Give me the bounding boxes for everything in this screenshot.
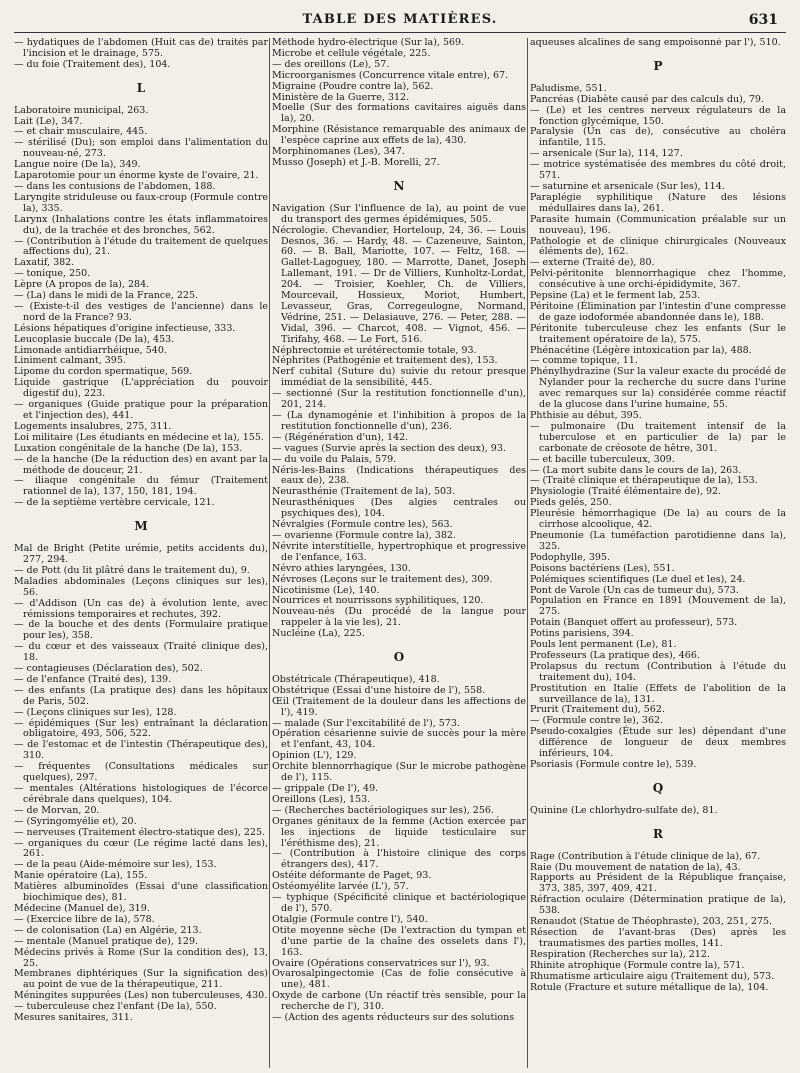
index-column-3 <box>530 38 786 1068</box>
index-entry: Médecins privés à Rome (Sur la condition des), 13, 25. <box>14 946 268 969</box>
index-entry: — nerveuses (Traitement électro-statique des), 225. <box>14 826 266 838</box>
index-entry: — fréquentes (Consultations médicales sur quelques), 297. <box>14 761 268 784</box>
index-entry: — (La) dans le midi de la France, 225. <box>14 290 199 302</box>
index-entry: Péritoine (Élimination par l'intestin d'une compresse de gaze iodoformée abandonnée dans le), 188. <box>530 300 786 323</box>
index-entry: Nouveau-nés (Du procédé de la langue pour rappeler à la vie les), 21. <box>272 606 526 629</box>
header-rule <box>14 32 786 33</box>
index-entry: Lésions hépatiques d'origine infectieuse, 333. <box>14 322 236 334</box>
index-column-1 <box>14 38 268 1068</box>
index-entry: Lipome du cordon spermatique, 569. <box>14 366 193 378</box>
index-entry: — mentale (Manuel pratique de), 129. <box>14 935 199 947</box>
index-entry: Manie opératoire (La), 155. <box>14 870 148 882</box>
index-entry: Pieds gelés, 250. <box>530 497 612 509</box>
index-entry: — (Formule contre le), 362. <box>530 715 664 727</box>
index-entry: aqueuses alcalines de sang empoisonné par l'), 510. <box>530 38 781 48</box>
index-entry: Névroses (Leçons sur le traitement des), 309. <box>272 573 493 585</box>
index-entry: Névrite interstitielle, hypertrophique et progressive de l'enfance, 163. <box>272 540 526 563</box>
index-entry: Nerf cubital (Suture du) suivie du retour presque immédiat de la sensibilité, 445. <box>272 366 526 389</box>
index-entry: Pouls lent permanent (Le), 81. <box>530 639 677 651</box>
index-entry: — d'Addison (Un cas de) à évolution lente, avec rémissions temporaires et rechutes, 392. <box>14 597 268 620</box>
index-entry: — de la bouche et des dents (Formulaire pratique pour les), 358. <box>14 619 268 642</box>
index-entry: — des oreillons (Le), 57. <box>272 58 390 70</box>
index-entry: Pseudo-coxalgies (Étude sur les) dépendant d'une différence de longueur de deux membres inférieurs, 104. <box>530 726 786 760</box>
index-entry: Nourrices et nourrissons syphilitiques, 120. <box>272 595 484 607</box>
index-entry: Phénylhydrazine (Sur la valeur exacte du procédé de Nylander pour la recherche du sucre dans l'urine avec remarques sur la) considérée comme réactif de la glucose dans l'urine humaine, 55. <box>530 366 786 411</box>
index-entry: Pancréas (Diabète causé par des calculs du), 79. <box>530 93 764 105</box>
index-entry: Rhinite atrophique (Formule contre la), 571. <box>530 959 745 971</box>
index-entry: Péritonite tuberculeuse chez les enfants (Sur le traitement opératoire de la), 575. <box>530 322 786 345</box>
index-entry: — contagieuses (Déclaration des), 502. <box>14 663 203 675</box>
index-entry: Laparotomie pour un énorme kyste de l'ovaire, 21. <box>14 170 259 182</box>
section-letter: P <box>653 58 663 73</box>
index-entry: Morphinomanes (Les), 347. <box>272 146 405 158</box>
index-entry: Lèpre (A propos de la), 284. <box>14 279 150 291</box>
index-entry: Pneumonie (La tuméfaction parotidienne dans la), 325. <box>530 529 786 552</box>
index-entry: — (Existe-t-il des vestiges de l'ancienne) dans le nord de la France? 93. <box>14 300 268 323</box>
index-column-2 <box>272 38 526 1068</box>
index-entry: — (Traité clinique et thérapeutique de la), 153. <box>530 475 758 487</box>
index-entry: — du cœur et des vaisseaux (Traité clinique des), 18. <box>14 641 268 664</box>
index-entry: — de colonisation (La) en Algérie, 213. <box>14 924 202 936</box>
index-entry: Obstétrique (Essai d'une histoire de l'), 558. <box>272 684 486 696</box>
column-divider <box>527 38 528 1068</box>
index-entry: — (Recherches bactériologiques sur les), 256. <box>272 804 494 816</box>
index-entry: — externe (Traité de), 80. <box>530 257 655 269</box>
page-number: 631 <box>748 12 778 28</box>
index-entry: Renaudot (Statue de Théophraste), 203, 251, 275. <box>530 916 773 928</box>
index-entry: — dans les contusions de l'abdomen, 188. <box>14 180 216 192</box>
running-title: TABLE DES MATIÈRES. <box>302 12 498 27</box>
index-entry: — ovarienne (Formule contre la), 382. <box>272 529 456 541</box>
index-entry: — iliaque congénitale du fémur (Traitement rationnel de la), 137, 150, 181, 194. <box>14 475 268 498</box>
index-entry: Raie (Du mouvement de natation de la), 43. <box>530 861 741 873</box>
index-entry: Limonade antidiarrhéique, 540. <box>14 344 167 356</box>
index-entry: Laboratoire municipal, 263. <box>14 104 149 116</box>
index-entry: — (Contribution à l'étude du traitement de quelques affections du), 21. <box>14 235 268 258</box>
index-entry: Otite moyenne sèche (De l'extraction du tympan et d'une partie de la chaîne des osselets dans l'), 163. <box>272 924 526 958</box>
index-entry: Musso (Joseph) et J.-B. Morelli, 27. <box>272 156 440 168</box>
index-entry: — mentales (Altérations histologiques de l'écorce cérébrale dans quelques), 104. <box>14 783 268 805</box>
index-entry: — de l'enfance (Traité des), 139. <box>14 673 172 685</box>
index-entry: Respiration (Recherches sur la), 212. <box>530 948 710 960</box>
index-entry: Logements insalubres, 275, 311. <box>14 420 172 432</box>
index-entry: — (La dynamogénie et l'inhibition à propos de la restitution fonctionnelle d'un), 236. <box>272 410 526 432</box>
section-letter: O <box>393 650 405 665</box>
index-entry: Névro athies laryngées, 130. <box>272 562 411 574</box>
index-entry: Psoriasis (Formule contre le), 539. <box>530 759 697 770</box>
index-columns <box>14 38 786 1068</box>
index-entry: Névralgies (Formule contre les), 563. <box>272 519 453 531</box>
index-entry: Œil (Traitement de la douleur dans les affections de l'), 419. <box>272 695 526 718</box>
index-entry: Réfraction oculaire (Détermination pratique de la), 538. <box>530 894 786 917</box>
index-entry: Opération césarienne suivie de succès pour la mère et l'enfant, 43, 104. <box>272 728 526 751</box>
index-entry: Ovaire (Opérations conservatrices sur l'), 93. <box>272 957 490 969</box>
index-entry: — (Régénération d'un), 142. <box>272 431 409 443</box>
index-entry: Leucoplasie buccale (De la), 453. <box>14 333 175 345</box>
index-entry: Nicotinisme (Le), 140. <box>272 584 380 596</box>
index-entry: — (La mort subite dans le cours de la), 263. <box>530 464 742 476</box>
index-entry: Méthode hydro-électrique (Sur la), 569. <box>272 38 465 48</box>
index-entry: — arsenicale (Sur la), 114, 127. <box>530 148 683 160</box>
index-entry: Neurasthénie (Traitement de la), 503. <box>272 486 456 498</box>
index-entry: Langue noire (De la), 349. <box>14 159 141 171</box>
index-entry: — pulmonaire (Du traitement intensif de la tuberculose et en particulier de la) par le carbonate de créosote de hêtre, 301. <box>530 420 786 454</box>
index-entry: — motrice systématisée des membres du côté droit, 571. <box>530 159 786 182</box>
index-entry: — (Leçons cliniques sur les), 128. <box>14 706 177 718</box>
index-entry: — (Syringomyélie et), 20. <box>14 815 137 827</box>
index-entry: Pont de Varole (Un cas de tumeur du), 573. <box>530 584 739 596</box>
section-letter: L <box>136 80 146 95</box>
index-entry: Nucléine (La), 225. <box>272 628 365 640</box>
index-entry: Paludisme, 551. <box>530 82 607 94</box>
index-entry: — malade (Sur l'excitabilité de l'), 573. <box>272 717 460 729</box>
index-entry: — et bacille tuberculeux, 309. <box>530 453 675 465</box>
index-entry: — de Pott (du lit plâtré dans le traitement du), 9. <box>14 564 250 576</box>
index-entry: — stérilisé (Du); son emploi dans l'alimentation du nouveau-né, 273. <box>14 137 268 160</box>
index-entry: Pepsine (La) et le ferment lab, 253. <box>530 290 701 302</box>
index-entry: Prolapsus du rectum (Contribution à l'étude du traitement du), 104. <box>530 660 786 683</box>
index-entry: Laxatif, 382. <box>14 257 75 269</box>
index-entry: Quinine (Le chlorhydro-sulfate de), 81. <box>530 804 718 816</box>
index-entry: — (Contribution à l'histoire clinique des corps étrangers des), 417. <box>272 848 526 871</box>
index-entry: Loi militaire (Les étudiants en médecine et la), 155. <box>14 431 264 443</box>
index-entry: — du foie (Traitement des), 104. <box>14 58 171 70</box>
index-entry: Morphine (Résistance remarquable des animaux de l'espèce caprine aux effets de la), 430. <box>272 124 526 147</box>
index-entry: Néphrites (Pathogénie et traitement des), 153. <box>272 355 498 367</box>
index-entry: Membranes diphtériques (Sur la signification des) au point de vue de la thérapeutique, 211. <box>14 968 268 991</box>
index-entry: Oxyde de carbone (Un réactif très sensible, pour la recherche de l'), 310. <box>272 990 526 1013</box>
index-entry: — de la peau (Aide-mémoire sur les), 153. <box>14 859 217 871</box>
index-entry: — vagues (Survie après la section des deux), 93. <box>272 442 506 454</box>
index-entry: Ovarosalpingectomie (Cas de folie consécutive à une), 481. <box>272 968 526 991</box>
index-entry: Liquide gastrique (L'appréciation du pouvoir digestif du), 223. <box>14 377 268 400</box>
index-entry: — sectionné (Sur la restitution fonctionnelle d'un), 201, 214. <box>272 388 526 411</box>
index-entry: — de la septième vertèbre cervicale, 121. <box>14 497 215 509</box>
index-entry: Polémiques scientifiques (Le duel et les), 24. <box>530 573 746 585</box>
index-entry: Larynx (Inhalations contre les états inflammatoires du), de la trachée et des bronches, 562. <box>14 213 268 236</box>
index-entry: Paraplégie syphilitique (Nature des lésions médullaires dans la), 261. <box>530 191 786 214</box>
section-letter: N <box>393 178 405 193</box>
index-entry: Opinion (L'), 129. <box>272 750 357 762</box>
index-entry: Potins parisiens, 394. <box>530 628 634 640</box>
index-entry: Moelle (Sur des formations cavitaires aiguës dans la), 20. <box>272 102 526 125</box>
index-entry: — grippale (De l'), 49. <box>272 783 379 794</box>
index-entry: Néris-les-Bains (Indications thérapeutiques des eaux de), 238. <box>272 464 526 487</box>
index-entry: Méningites suppurées (Les) non tuberculeuses, 430. <box>14 990 268 1002</box>
index-entry: Migraine (Poudre contre la), 562. <box>272 80 434 92</box>
index-entry: Rotule (Fracture et suture métallique de la), 104. <box>530 981 769 993</box>
index-entry: Résection de l'avant-bras (Des) après les traumatismes des parties molles, 141. <box>530 926 786 949</box>
index-entry: Pelvi-péritonite blennorrhagique chez l'homme, consécutive à une orchi-épididymite, 367. <box>530 268 786 291</box>
index-entry: Organes génitaux de la femme (Action exercée par les injections de liquide testiculaire sur l'éréthisme des), 21. <box>272 815 526 849</box>
index-entry: Orchite blennorrhagique (Sur le microbe pathogène de l'), 115. <box>272 761 526 784</box>
index-entry: Prostitution en Italie (Effets de l'abolition de la surveillance de la), 131. <box>530 682 786 705</box>
index-entry: Navigation (Sur l'influence de la), au point de vue du transport des germes épidémiques, 505. <box>272 202 526 225</box>
index-entry: Médecine (Manuel de), 319. <box>14 902 150 914</box>
column-divider <box>269 38 270 1068</box>
index-entry: — tonique, 250. <box>14 268 91 280</box>
index-entry: — et chair musculaire, 445. <box>14 126 148 138</box>
index-entry: Mesures sanitaires, 311. <box>14 1012 133 1024</box>
index-entry: Rage (Contribution à l'étude clinique de la), 67. <box>530 850 761 862</box>
index-entry: Néphrectomie et urétérectomie totale, 93. <box>272 344 477 356</box>
index-entry: Maladies abdominales (Leçons cliniques sur les), 56. <box>14 575 268 598</box>
index-entry: — hydatiques de l'abdomen (Huit cas de) traités par l'incision et le drainage, 575. <box>14 38 268 59</box>
index-entry: — du voile du Palais, 579. <box>272 453 397 465</box>
index-entry: Luxation congénitale de la hanche (De la), 153. <box>14 442 243 454</box>
index-entry: — saturnine et arsenicale (Sur les), 114. <box>530 180 725 192</box>
index-entry: — de l'estomac et de l'intestin (Thérapeutique des), 310. <box>14 739 268 762</box>
index-entry: Phénacétine (Légère intoxication par la), 488. <box>530 344 752 356</box>
index-entry: Rapports au Président de la République française, 373, 385, 397, 409, 421. <box>530 872 786 895</box>
index-entry: Phthisie au début, 395. <box>530 410 642 421</box>
page-header <box>0 0 800 32</box>
index-entry: — (Action des agents réducteurs sur des solutions <box>272 1012 515 1024</box>
index-entry: — organiques du cœur (Le régime lacté dans les), 261. <box>14 837 268 860</box>
index-entry: Lait (Le), 347. <box>14 115 83 127</box>
index-entry: Nécrologie. Chevandier, Horteloup, 24, 36. — Louis Desnos, 36. — Hardy, 48. — Cazeneuve, Sainton, 60. — B. Ball, Mariotte, 107. — Feltz, 168. — Gallet-Lagoguey, 180. — Marrotte, Danet, Joseph Lallemant, 191. — Dr de Villiers, Kunholtz-Lordat, 204. — Troisier, Koehler, Ch. de Villiers, Mourcevail, Hossieux, Moriot, Humbert, Levasseur, Gras, Corregeulogne, Normand, Védrine, 251. — Delasiauve, 276. — Peter, 288. — Vidal, 396. — Charcot, 408. — Vignot, 456. — Tirifahy, 468. — Le Fort, 516. <box>272 224 526 345</box>
section-letter: Q <box>652 780 664 795</box>
index-entry: — des enfants (La pratique des) dans les hôpitaux de Paris, 502. <box>14 684 268 707</box>
index-entry: — épidémiques (Sur les) entraînant la déclaration obligatoire, 493, 506, 522. <box>14 717 268 740</box>
index-entry: Professeurs (La pratique des), 466. <box>530 649 700 661</box>
index-entry: — typhique (Spécificité clinique et bactériologique de l'), 570. <box>272 892 526 914</box>
index-entry: Obstétricale (Thérapeutique), 418. <box>272 673 440 685</box>
section-letter: M <box>134 519 148 534</box>
index-entry: — de la hanche (De la réduction des) en avant par la méthode de douceur, 21. <box>14 453 268 476</box>
index-entry: Population en France en 1891 (Mouvement de la), 275. <box>530 595 786 618</box>
index-entry: Potain (Banquet offert au professeur), 573. <box>530 617 738 629</box>
index-entry: Microorganismes (Concurrence vitale entre), 67. <box>272 69 509 81</box>
index-entry: — tuberculeuse chez l'enfant (De la), 550. <box>14 1001 217 1013</box>
index-entry: — (Exercice libre de la), 578. <box>14 913 155 925</box>
index-entry: Ministère de la Guerre, 312. <box>272 91 410 103</box>
section-letter: R <box>653 826 663 841</box>
index-entry: Ostéomyélite larvée (L'), 57. <box>272 881 409 893</box>
index-entry: Rhumatisme articulaire aigu (Traitement du), 573. <box>530 970 775 982</box>
index-entry: Pleurésie hémorrhagique (De la) au cours de la cirrhose alcoolique, 42. <box>530 508 786 531</box>
index-entry: — (Le) et les centres nerveux régulateurs de la fonction glycémique, 150. <box>530 104 786 127</box>
index-entry: Neurasthéniques (Des algies centrales ou psychiques des), 104. <box>272 497 526 520</box>
index-entry: Otalgie (Formule contre l'), 540. <box>272 913 428 925</box>
index-entry: Laryngite striduleuse ou faux-croup (Formule contre la), 335. <box>14 191 268 214</box>
index-entry: Microbe et cellule végétale, 225. <box>272 47 431 59</box>
index-entry: Ostéite déformante de Paget, 93. <box>272 870 432 882</box>
index-entry: — comme topique, 11. <box>530 355 638 367</box>
index-entry: Mal de Bright (Petite urémie, petits accidents du), 277, 294. <box>14 543 268 565</box>
index-entry: Pathologie et de clinique chirurgicales (Nouveaux éléments de), 162. <box>530 235 786 258</box>
index-entry: — organiques (Guide pratique pour la préparation et l'injection des), 441. <box>14 399 268 421</box>
index-entry: Poisons bactériens (Les), 551. <box>530 562 675 574</box>
index-entry: — de Morvan, 20. <box>14 804 100 816</box>
index-entry: Liniment calmant, 395. <box>14 355 126 367</box>
index-entry: Paralysie (Un cas de), consécutive au choléra infantile, 115. <box>530 126 786 149</box>
index-entry: Parasite humain (Communication préalable sur un nouveau), 196. <box>530 213 786 236</box>
index-entry: Podophylle, 395. <box>530 551 610 563</box>
index-entry: Oreillons (Les), 153. <box>272 793 371 805</box>
index-entry: Prurit (Traitement du), 562. <box>530 704 665 716</box>
index-entry: Physiologie (Traité élémentaire de), 92. <box>530 486 722 498</box>
index-entry: Matières albuminoïdes (Essai d'une classification biochimique des), 81. <box>14 881 268 904</box>
